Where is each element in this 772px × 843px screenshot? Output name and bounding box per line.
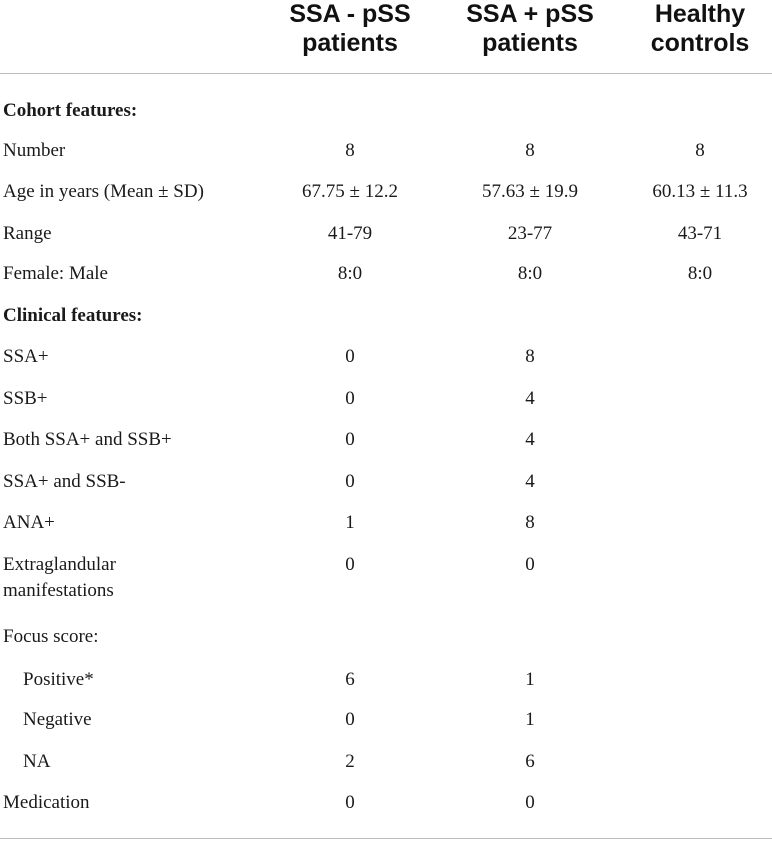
header-line: Healthy <box>654 0 746 28</box>
table-row <box>0 552 772 608</box>
cell-ssa-negative: 0 <box>345 709 355 730</box>
cell-ssa-positive: 4 <box>525 429 535 450</box>
cell-healthy: 60.13 ± 11.3 <box>652 181 748 202</box>
table-row <box>0 503 772 543</box>
row-label: Both SSA+ and SSB+ <box>3 429 172 450</box>
table-row <box>0 337 772 377</box>
header-col-healthy <box>600 0 772 72</box>
cell-ssa-positive: 1 <box>525 709 535 730</box>
row-label: Age in years (Mean ± SD) <box>3 181 204 202</box>
table-row <box>0 379 772 419</box>
table-row <box>0 462 772 502</box>
cell-ssa-positive: 8 <box>525 512 535 533</box>
row-label: SSA+ <box>3 346 49 367</box>
cell-ssa-negative: 8 <box>345 140 355 161</box>
section-label: Cohort features: <box>3 100 138 121</box>
header-line: SSA - pSS <box>289 0 411 28</box>
table-row <box>0 420 772 460</box>
cell-ssa-negative: 0 <box>345 346 355 367</box>
table-row <box>0 214 772 254</box>
table-row <box>0 296 772 336</box>
cell-ssa-negative: 8:0 <box>337 263 363 284</box>
row-label: SSA+ and SSB- <box>3 471 126 492</box>
table-row <box>0 172 772 212</box>
row-label-line: manifestations <box>3 580 114 601</box>
cell-ssa-negative: 0 <box>345 388 355 409</box>
cell-ssa-negative: 0 <box>345 792 355 813</box>
cell-ssa-positive: 8 <box>525 346 535 367</box>
cell-ssa-negative: 67.75 ± 12.2 <box>302 181 398 202</box>
cell-ssa-negative: 2 <box>345 751 355 772</box>
row-label: ANA+ <box>3 512 55 533</box>
cell-ssa-positive: 0 <box>525 554 535 575</box>
row-label: Negative <box>23 709 92 730</box>
cell-healthy: 8:0 <box>687 263 713 284</box>
cell-ssa-positive: 1 <box>525 669 535 690</box>
cell-ssa-positive: 4 <box>525 471 535 492</box>
cell-ssa-negative: 0 <box>345 429 355 450</box>
row-label-line: Extraglandular <box>3 554 116 575</box>
cell-ssa-negative: 0 <box>345 471 355 492</box>
table-bottom-divider <box>0 838 772 839</box>
cell-healthy: 43-71 <box>677 223 723 244</box>
row-label: NA <box>23 751 51 772</box>
cell-ssa-positive: 8:0 <box>517 263 543 284</box>
cell-ssa-negative: 0 <box>345 554 355 575</box>
row-label: Number <box>3 140 66 161</box>
table-row <box>0 617 772 657</box>
header-line: patients <box>482 29 578 57</box>
row-label <box>3 552 116 604</box>
header-line: SSA + pSS <box>466 0 594 28</box>
table-row <box>0 254 772 294</box>
row-label: SSB+ <box>3 388 48 409</box>
cell-ssa-positive: 57.63 ± 19.9 <box>482 181 578 202</box>
cell-ssa-negative: 41-79 <box>327 223 373 244</box>
row-label: Medication <box>3 792 90 813</box>
header-line: controls <box>650 29 750 57</box>
table-row <box>0 700 772 740</box>
header-divider <box>0 73 772 74</box>
cell-ssa-positive: 4 <box>525 388 535 409</box>
section-label: Clinical features: <box>3 305 143 326</box>
cell-ssa-negative: 1 <box>345 512 355 533</box>
cell-ssa-positive: 23-77 <box>507 223 553 244</box>
table-row <box>0 742 772 782</box>
row-label: Female: Male <box>3 263 108 284</box>
row-label: Range <box>3 223 52 244</box>
table-row <box>0 660 772 700</box>
header-col-ssa-negative <box>250 0 450 72</box>
row-label: Focus score: <box>3 626 99 647</box>
cell-ssa-positive: 0 <box>525 792 535 813</box>
cell-ssa-positive: 8 <box>525 140 535 161</box>
table-row <box>0 783 772 823</box>
cell-ssa-positive: 6 <box>525 751 535 772</box>
table-row <box>0 91 772 131</box>
cell-healthy: 8 <box>695 140 705 161</box>
table-row <box>0 131 772 171</box>
header-line: patients <box>302 29 398 57</box>
row-label: Positive* <box>23 669 94 690</box>
cell-ssa-negative: 6 <box>345 669 355 690</box>
